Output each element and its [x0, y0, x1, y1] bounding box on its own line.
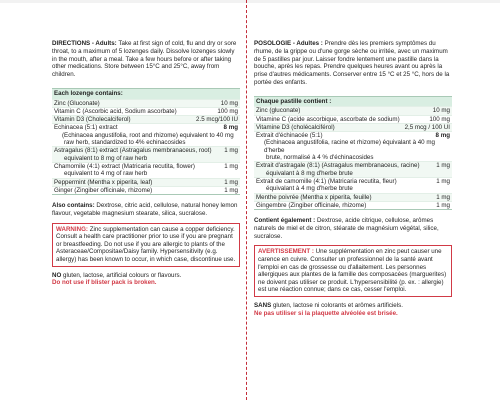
posologie: [254, 40, 452, 87]
astragalus-detail: equivalent to 8 mg of raw herb: [64, 154, 148, 162]
also-contains-text: Dextrose, citric acid, cellulose, natural honey lemon flavour, vegetable magnesium stearate, silica, sucralose.: [52, 202, 238, 217]
also-contains-title-fr: Contient également :: [254, 217, 316, 225]
ingredient-row: Vitamin C (Ascorbic acid, Sodium ascorbate) 100 mg: [54, 107, 238, 115]
ingredients-table: [52, 88, 240, 195]
ingredient-row: Gingembre (Zingiber officinale, rhizome) 1 mg: [256, 201, 450, 209]
warning-box-fr: [254, 245, 452, 297]
warning-text-fr: Une supplémentation en zinc peut causer une carence en cuivre. Consulter un professionnel de la santé avant l'emploi en cas de grossesse ou d'allaitement. Les personnes allergiques aux plantes de la famille des composacées (marguerites) ne doivent pas utiliser ce produit. L'hypersensibilité (p. ex. : allergie) est une réaction connue; dans ce cas, cesser l'emploi.: [258, 248, 447, 294]
also-contains-text-fr: Dextrose, acide citrique, cellulose, arômes naturels de miel et de citron, stéarate de magnésium végétal, silice, sucralose.: [254, 217, 439, 240]
echinacea-detail-1: (Echinacea angustifolia, root and rhizome) equivalent to 40 mg: [62, 131, 234, 139]
blister-warning-fr: Ne pas utiliser si la plaquette alvéolée est brisée.: [254, 309, 398, 317]
english-column: [52, 40, 240, 287]
astragalus-detail-fr: équivalant à 8 mg d'herbe brute: [266, 169, 353, 177]
ingredient-row: Menthe poivrée (Mentha x piperita, feuille) 1 mg: [256, 193, 450, 201]
free-from-statement: [52, 272, 240, 280]
directions: [52, 40, 240, 79]
ingredients-header-fr: Chaque pastille contient :: [254, 97, 452, 107]
free-from-text-fr: gluten, lactose ni colorants et arômes artificiels.: [272, 301, 403, 309]
echinacea-detail-2: raw herb, standardized to 4% echinacosides: [64, 139, 186, 147]
french-column: [254, 40, 452, 317]
directions-title: DIRECTIONS - Adults:: [52, 40, 117, 47]
warning-box: [52, 223, 240, 267]
ingredient-row: Zinc (gluconate) 10 mg: [256, 107, 450, 115]
ingredient-row: Vitamine C (acide ascorbique, ascorbate de sodium) 100 mg: [256, 115, 450, 123]
free-from-statement-fr: [254, 302, 452, 310]
warning-label-fr: AVERTISSEMENT :: [258, 248, 314, 256]
also-contains: [52, 202, 240, 218]
free-from-text: gluten, lactose, artificial colours or flavours.: [63, 271, 182, 279]
also-contains-title: Also contains:: [52, 202, 95, 210]
posologie-title: POSOLOGIE - Adultes :: [254, 40, 323, 47]
echinacea-detail-1-fr: (Echinacea angustifolia, racine et rhizome) équivalant à 40 mg d'herbe: [264, 139, 435, 154]
directions-text: Take at first sign of cold, flu and dry or sore throat, to a maximum of 5 lozenges daily. Dissolve lozenges slowly in the mouth, after a meal. Take a few hours before or after taking other medications. Store between 15°C and 25°C, away from children.: [52, 40, 237, 78]
ingredient-row: Vitamin D3 (Cholecalciferol) 2.5 mcg/100 IU: [54, 116, 238, 124]
ingredient-row: Vitamine D3 (cholécalciférol) 2,5 mcg / 100 UI: [256, 123, 450, 131]
ingredients-header: Each lozenge contains:: [52, 89, 240, 99]
ingredient-row: Extrait d'astragale (8:1) (Astragalus membranaceus, racine) 1 mg équivalant à 8 mg d'herbe brute: [256, 162, 450, 177]
chamomile-detail-fr: équivalant à 4 mg d'herbe brute: [266, 185, 353, 193]
free-from-label-fr: SANS: [254, 301, 272, 309]
ingredient-row: Chamomile (4:1) extract (Matricaria recutita, flower) 1 mg equivalent to 4 mg of raw herb: [54, 162, 238, 178]
ingredient-row: Ginger (Zingiber officinale, rhizome) 1 mg: [54, 186, 238, 194]
warning-text: Zinc supplementation can cause a copper deficiency. Consult a health care practitioner prior to use if you are pregnant or breastfeeding. Do not use if you are allergic to plants of the Asteraceae/Compositae/Daisy family. Hypersensitivity (e.g. allergy) has been known to occur, in which case, discontinue use.: [56, 225, 236, 263]
blister-warning: Do not use if blister pack is broken.: [52, 279, 157, 287]
top-edge: [0, 0, 500, 3]
ingredients-table-fr: [254, 96, 452, 211]
column-divider: [246, 0, 247, 400]
ingredient-row: Extrait de camomille (4:1) (Matricaria recutita, fleur) 1 mg équivalant à 4 mg d'herbe brute: [256, 177, 450, 193]
chamomile-detail: equivalent to 4 mg of raw herb: [64, 170, 148, 178]
posologie-text: Prendre dès les premiers symptômes du rhume, de la grippe ou d'une gorge sèche ou irritée, avec un maximum de 5 pastilles par jour. Laisser fondre lentement une pastille dans la bouche, après les repas. Prendre quelques heures avant ou après la prise d'autres médicaments. Conserver entre 15 °C et 25 °C, hors de la portée des enfants.: [254, 40, 450, 86]
echinacea-detail-2-fr: brute, normalisé à 4 % d'échinacosides: [266, 154, 374, 162]
ingredient-row: Astragalus (8:1) extract (Astragalus membranaceus, root) 1 mg equivalent to 8 mg of raw herb: [54, 147, 238, 162]
warning-label: WARNING:: [56, 225, 88, 233]
also-contains-fr: [254, 217, 452, 240]
ingredient-row: Zinc (Gluconate) 10 mg: [54, 99, 238, 107]
ingredient-row: Echinacea (5:1) extract 8 mg (Echinacea angustifolia, root and rhizome) equivalent to 40 mg raw herb, standardized to 4% echinacosides: [54, 124, 238, 147]
ingredient-row: Peppermint (Mentha x piperita, leaf) 1 mg: [54, 178, 238, 186]
ingredient-row: Extrait d'échinacée (5:1) 8 mg (Echinacea angustifolia, racine et rhizome) équivalant à 40 mg d'herbe brute, normalisé à 4 % d'échinacosides: [256, 132, 450, 162]
free-from-label: NO: [52, 271, 62, 279]
